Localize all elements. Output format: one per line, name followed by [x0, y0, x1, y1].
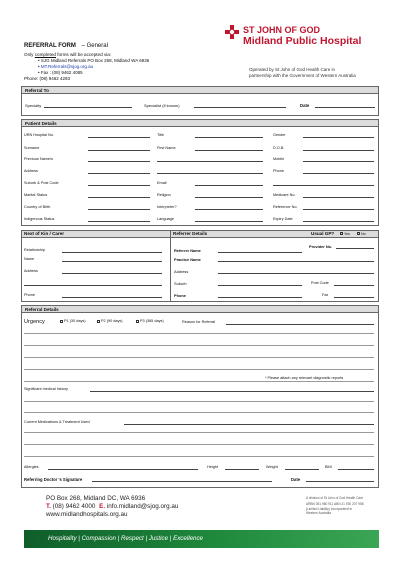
referrer-label-4: Phone: [174, 293, 186, 298]
patient-field-left-2[interactable]: [88, 161, 150, 162]
medications-label: Current Medications & Treatment Used: [24, 420, 90, 424]
signature-label: Referring Doctor ’s Signature: [24, 477, 83, 482]
detail-line-7[interactable]: [24, 432, 374, 433]
detail-line-9[interactable]: [24, 456, 374, 457]
patient-label-4: Suburb & Post Code: [24, 181, 59, 185]
patient-label-mid-5: Religion: [157, 193, 171, 197]
p3-checkbox[interactable]: P3 (365 days): [136, 319, 164, 324]
operated-line1: Operated by St John of God Health Care in: [249, 67, 336, 72]
height-field[interactable]: [225, 469, 259, 470]
patient-field-mid-6[interactable]: [195, 209, 263, 210]
referrer-header-label: Referrer Details: [173, 231, 208, 236]
patient-label-5: Marital Status: [24, 193, 48, 197]
medications-field[interactable]: [124, 424, 374, 425]
detail-line-0[interactable]: [24, 333, 374, 334]
patient-label-right-2: Mobile: [273, 157, 285, 161]
date-field[interactable]: [315, 107, 375, 108]
patient-field-mid-4[interactable]: [195, 185, 263, 186]
referrer-label-2: Address: [174, 269, 189, 274]
detail-line-3[interactable]: [24, 369, 374, 370]
urgency-label: Urgency: [24, 319, 45, 325]
history-field[interactable]: [90, 391, 374, 392]
signature-field[interactable]: [92, 481, 272, 482]
patient-field-left-6[interactable]: [88, 209, 150, 210]
patient-field-mid-7[interactable]: [195, 221, 263, 222]
patient-label-right-7: Expiry Date: [273, 217, 293, 221]
allergies-field[interactable]: [48, 469, 198, 470]
referrer-field-0[interactable]: [218, 252, 302, 253]
referrer-field-3[interactable]: [218, 285, 302, 286]
referrer-field-1[interactable]: [218, 261, 374, 262]
patient-label-6: Country of Birth: [24, 205, 51, 209]
kin-field-3[interactable]: [24, 285, 162, 286]
detail-line-6[interactable]: [24, 412, 374, 413]
patient-label-right-0: Gender: [273, 133, 286, 137]
specialist-label: Specialist (if known): [144, 103, 180, 108]
p2-checkbox[interactable]: P2 (90 days): [97, 319, 123, 324]
logo-line2: Midland Public Hospital: [243, 35, 362, 47]
kin-divider: [170, 231, 171, 301]
patient-label-2: Previous Name/s: [24, 157, 53, 161]
patient-label-7: Indigenous Status: [24, 217, 55, 221]
referral-to-header: Referral To: [22, 87, 378, 94]
patient-label-mid-7: Language: [157, 217, 174, 221]
referrer-field-2[interactable]: [218, 273, 374, 274]
reason-field[interactable]: [226, 324, 374, 325]
patient-field-mid-3[interactable]: [157, 173, 263, 174]
kin-label-0: Relationship: [24, 248, 45, 252]
patient-label-right-3: Phone: [273, 169, 284, 173]
referral-details-header: Referral Details: [22, 306, 378, 313]
patient-label-mid-1: First Name: [157, 146, 176, 150]
weight-field[interactable]: [285, 469, 319, 470]
patient-field-left-5[interactable]: [88, 197, 150, 198]
email-link[interactable]: MT.Referrals@sjog.org.au: [40, 64, 94, 69]
patient-field-left-1[interactable]: [88, 150, 150, 151]
patient-label-right-6: Reference No.: [273, 205, 298, 209]
patient-label-0: URN Hospital No.: [24, 133, 54, 137]
kin-label-2: Address: [24, 269, 38, 273]
detail-line-1[interactable]: [24, 345, 374, 346]
fax-field[interactable]: [334, 297, 374, 298]
patient-field-right-1[interactable]: [303, 150, 374, 151]
reason-label: Reason for Referral: [182, 320, 216, 324]
kin-field-4[interactable]: [62, 297, 162, 298]
patient-label-mid-4: Email: [157, 181, 167, 185]
patient-field-mid-5[interactable]: [195, 197, 263, 198]
post-code-field[interactable]: [334, 285, 374, 286]
patient-label-1: Surname: [24, 146, 40, 150]
patient-field-mid-2[interactable]: [157, 161, 263, 162]
history-label: Significant medical history: [24, 387, 68, 391]
submission-note: Only completed forms will be accepted via:: [24, 52, 112, 57]
usual-gp-label: Usual GP?: [311, 231, 335, 236]
operated-line2: partnership with the Government of Western Australia: [249, 73, 356, 78]
patient-field-mid-1[interactable]: [195, 150, 263, 151]
patient-field-left-3[interactable]: [88, 173, 150, 174]
footer-address: PO Box 268, Midland DC, WA 6936: [46, 495, 146, 502]
footer-limited: (Limited Liability) Incorporated in: [306, 507, 353, 511]
patient-field-right-4[interactable]: [273, 185, 374, 186]
attach-note: * Please attach any relevant diagnostic reports: [265, 376, 344, 380]
patient-field-right-5[interactable]: [303, 197, 374, 198]
kin-label-1: Name: [24, 257, 35, 261]
patient-field-right-6[interactable]: [303, 209, 374, 210]
sig-date-field[interactable]: [306, 481, 374, 482]
values-text: Hospitality | Compassion | Respect | Justice | Excellence: [48, 535, 203, 542]
weight-label: Weight: [266, 465, 278, 469]
referral-to-section: [21, 86, 379, 116]
patient-field-mid-0[interactable]: [195, 137, 263, 138]
logo-line1: ST JOHN OF GOD: [243, 25, 321, 35]
detail-line-2[interactable]: [24, 357, 374, 358]
specialty-field[interactable]: [44, 107, 132, 108]
detail-line-4[interactable]: [24, 381, 374, 382]
kin-label-4: Phone: [24, 293, 35, 297]
footer-state: Western Australia: [306, 511, 331, 515]
footer-website[interactable]: www.midlandhospitals.org.au: [46, 511, 128, 518]
referrer-label-0: Referrer Name: [174, 248, 201, 253]
provider-no-field[interactable]: [336, 248, 374, 249]
gp-yes-checkbox[interactable]: Yes: [340, 232, 350, 237]
patient-field-left-0[interactable]: [88, 137, 150, 138]
specialist-field[interactable]: [194, 107, 286, 108]
patient-field-right-3[interactable]: [303, 173, 374, 174]
p1-checkbox[interactable]: P1 (30 days): [60, 319, 86, 324]
patient-label-right-5: Medicare No.: [273, 193, 296, 197]
bullet-email[interactable]: • MT.Referrals@sjog.org.au: [38, 64, 94, 69]
footer-division: A division of St John of God Health Care: [306, 496, 364, 500]
sjog-cross-icon: [224, 24, 240, 40]
height-label: Height: [207, 465, 218, 469]
values-banner: [24, 530, 379, 548]
allergies-label: Allergies: [24, 465, 39, 469]
detail-line-5[interactable]: [24, 401, 374, 402]
date-label: Date: [300, 103, 310, 108]
kin-header-label: Next of Kin / Carer: [24, 231, 65, 236]
bmi-field[interactable]: [338, 469, 374, 470]
sig-date-label: Date: [291, 477, 301, 482]
patient-field-right-0[interactable]: [303, 137, 374, 138]
bullet-fax: • Fax : (08) 9462 4085: [38, 70, 83, 75]
kin-referrer-section: [21, 230, 379, 302]
patient-details-header: Patient Details: [22, 120, 378, 127]
patient-field-left-4[interactable]: [88, 185, 150, 186]
patient-label-mid-6: Interpreter?: [157, 205, 177, 209]
provider-no-label: Provider No.: [309, 244, 333, 249]
bmi-label: BMI: [325, 465, 332, 469]
referrer-field-4[interactable]: [218, 297, 302, 298]
patient-field-right-7[interactable]: [303, 221, 374, 222]
form-title: REFERRAL FORM – General: [24, 43, 108, 49]
footer-abn: ARBN 051 960 911 ABN 21 930 207 958: [306, 502, 364, 506]
patient-label-right-1: D.O.B.: [273, 146, 285, 150]
patient-label-3: Address: [24, 169, 38, 173]
fax-label: Fax: [322, 293, 329, 297]
patient-field-left-7[interactable]: [88, 221, 150, 222]
kin-field-1[interactable]: [62, 261, 162, 262]
referrer-label-3: Suburb: [174, 281, 187, 286]
patient-field-right-2[interactable]: [303, 161, 374, 162]
bullet-post: • SJG Midland Referrals PO Box 268, Midland WA 6936: [38, 58, 150, 63]
footer-contact: T. (08) 9462 4000 E. info.midland@sjog.org.au: [46, 503, 179, 510]
specialty-label: Specialty: [25, 103, 42, 108]
phone-text: Phone: (08) 9462 4293: [24, 76, 71, 81]
detail-line-8[interactable]: [24, 444, 374, 445]
kin-field-2[interactable]: [62, 273, 162, 274]
kin-field-0[interactable]: [62, 252, 162, 253]
post-code-label: Post Code: [311, 281, 329, 285]
referrer-label-1: Practice Name: [174, 257, 201, 262]
patient-label-mid-0: Title: [157, 133, 165, 137]
gp-no-checkbox[interactable]: No: [357, 232, 366, 237]
